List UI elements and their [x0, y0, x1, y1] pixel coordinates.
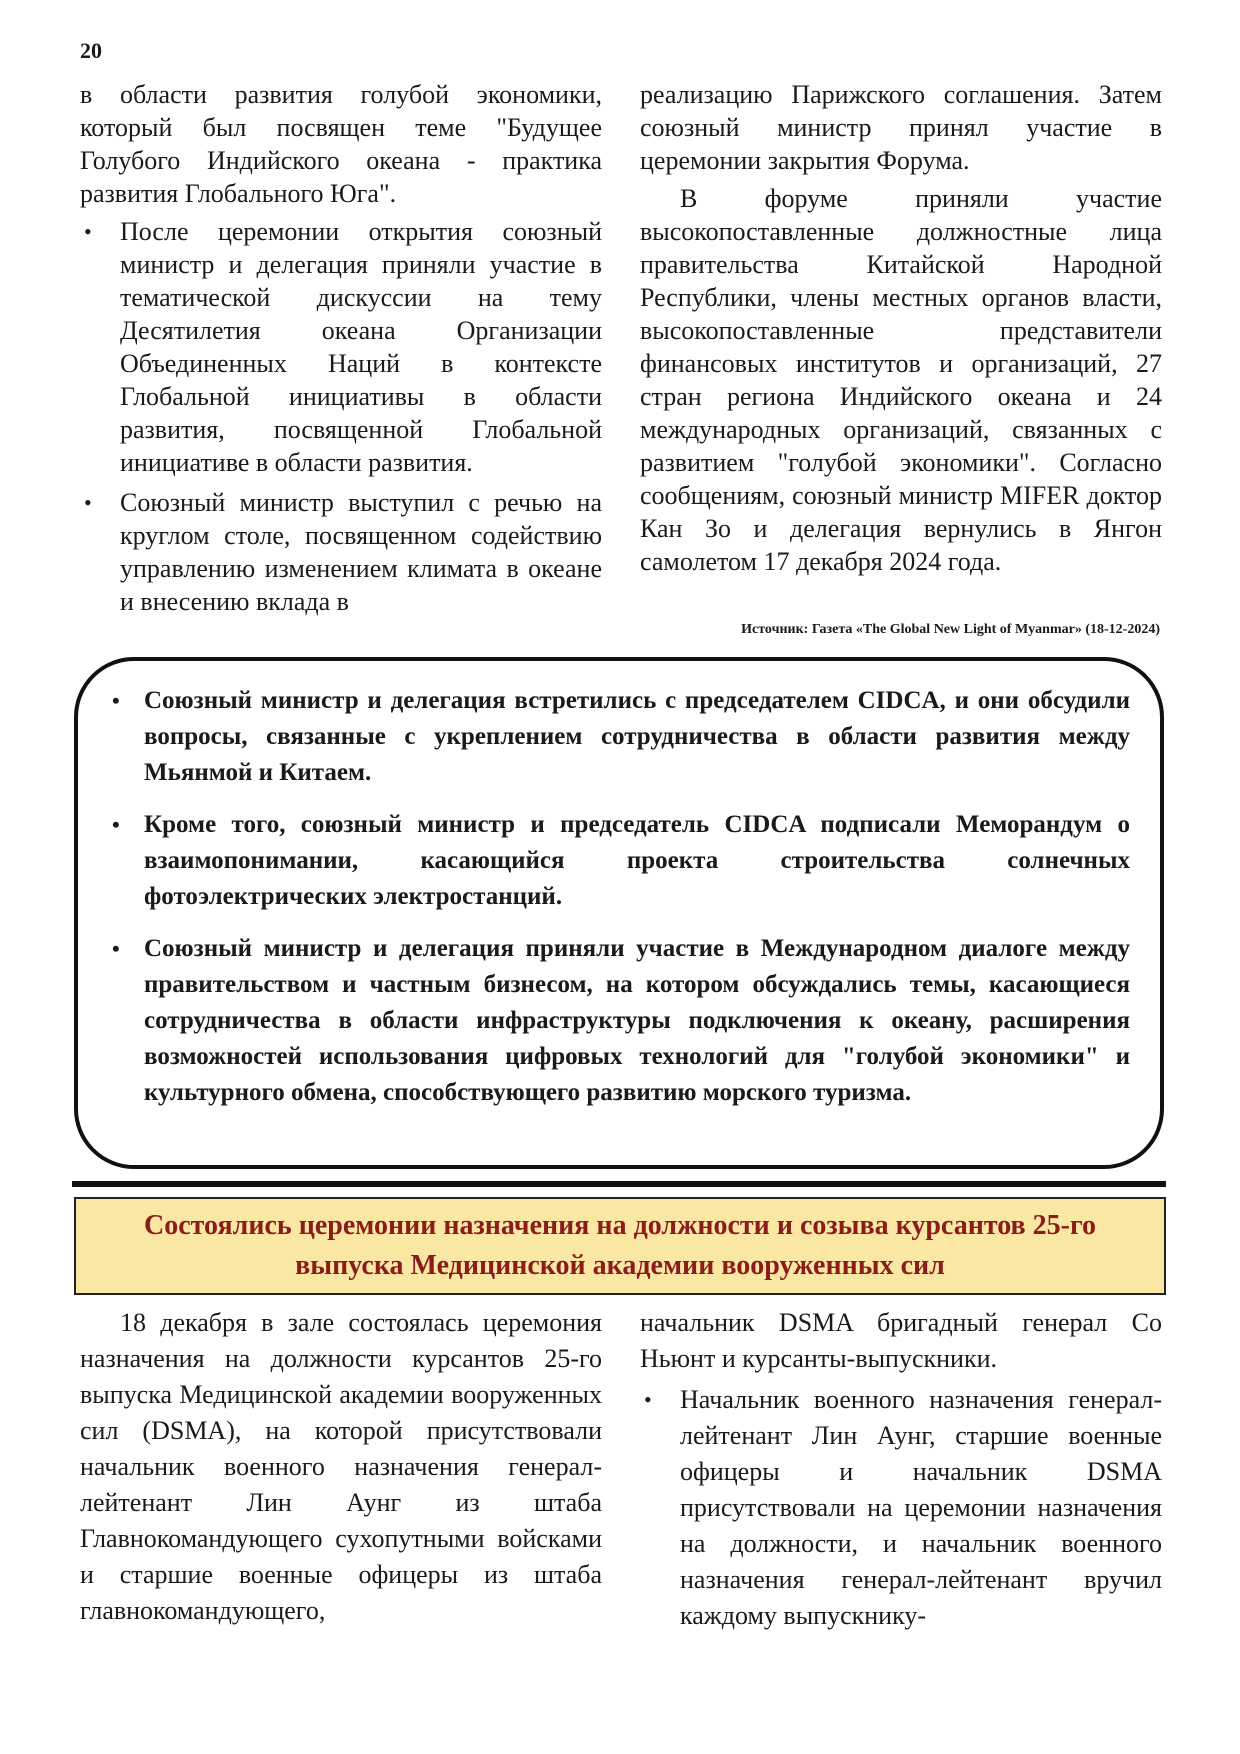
list-item: • Союзный министр выступил с речью на круглом столе, посвященном содействию управлению изменением климата в океане и внесению вклада в	[80, 486, 602, 618]
bullet-list	[80, 215, 602, 618]
list-item: • Начальник военного назначения генерал-лейтенант Лин Аунг, старшие военные офицеры и начальник DSMA присутствовали на церемонии назначения на должности, и начальник военного назначения генерал-лейтенант вручил каждому выпускнику-	[640, 1382, 1162, 1634]
section-divider	[72, 1181, 1166, 1187]
source-citation: Источник: Газета «The Global New Light of Myanmar» (18-12-2024)	[741, 622, 1160, 637]
section-title: Состоялись церемонии назначения на должности и созыва курсантов 25-го выпуска Медицинской академии вооруженных сил	[144, 1210, 1096, 1281]
intro-paragraph: в области развития голубой экономики, который был посвящен теме "Будущее Голубого Индийского океана - практика развития Глобального Юга".	[80, 80, 602, 208]
bullet-list	[640, 1382, 1162, 1634]
body-paragraph: 18 декабря в зале состоялась церемония назначения на должности курсантов 25-го выпуска Медицинской академии вооруженных сил (DSMA), на которой присутствовали начальник военного назначения генерал-лейтенант Лин Аунг из штаба Главнокомандующего сухопутными войсками и старшие военные офицеры из штаба главнокомандующего,	[80, 1308, 602, 1625]
section-title-box	[74, 1197, 1166, 1295]
highlight-list	[108, 683, 1130, 1111]
highlight-box	[74, 657, 1164, 1169]
top-left-column	[80, 78, 602, 625]
continuation-paragraph: реализацию Парижского соглашения. Затем союзный министр принял участие в церемонии закрытия Форума.	[640, 80, 1162, 175]
body-paragraph: В форуме приняли участие высокопоставленные должностные лица правительства Китайской Народной Республики, члены местных органов власти, высокопоставленные представители финансовых институтов и организаций, 27 стран региона Индийского океана и 24 международных организаций, связанных с развитием "голубой экономики". Согласно сообщениям, союзный министр MIFER доктор Кан Зо и делегация вернулись в Янгон самолетом 17 декабря 2024 года.	[640, 184, 1162, 576]
highlight-item: • Союзный министр и делегация приняли участие в Международном диалоге между правительством и частным бизнесом, на котором обсуждались темы, касающиеся сотрудничества в области инфраструктуры подключения к океану, расширения возможностей использования цифровых технологий для "голубой экономики" и культурного обмена, способствующего развитию морского туризма.	[108, 931, 1130, 1111]
page-number: 20	[80, 38, 102, 63]
list-item: • После церемонии открытия союзный министр и делегация приняли участие в тематической дискуссии на тему Десятилетия океана Организации Объединенных Наций в контексте Глобальной инициативы в области развития, посвященной Глобальной инициативе в области развития.	[80, 215, 602, 479]
highlight-item: • Союзный министр и делегация встретились с председателем CIDCA, и они обсудили вопросы, связанные с укреплением сотрудничества в области развития между Мьянмой и Китаем.	[108, 683, 1130, 791]
highlight-item: • Кроме того, союзный министр и председатель CIDCA подписали Меморандум о взаимопонимании, касающийся проекта строительства солнечных фотоэлектрических электростанций.	[108, 807, 1130, 915]
bottom-left-column	[80, 1305, 602, 1634]
bottom-right-column	[640, 1305, 1162, 1641]
continuation-paragraph: начальник DSMA бригадный генерал Со Ньюнт и курсанты-выпускники.	[640, 1308, 1162, 1373]
top-right-column	[640, 78, 1162, 583]
